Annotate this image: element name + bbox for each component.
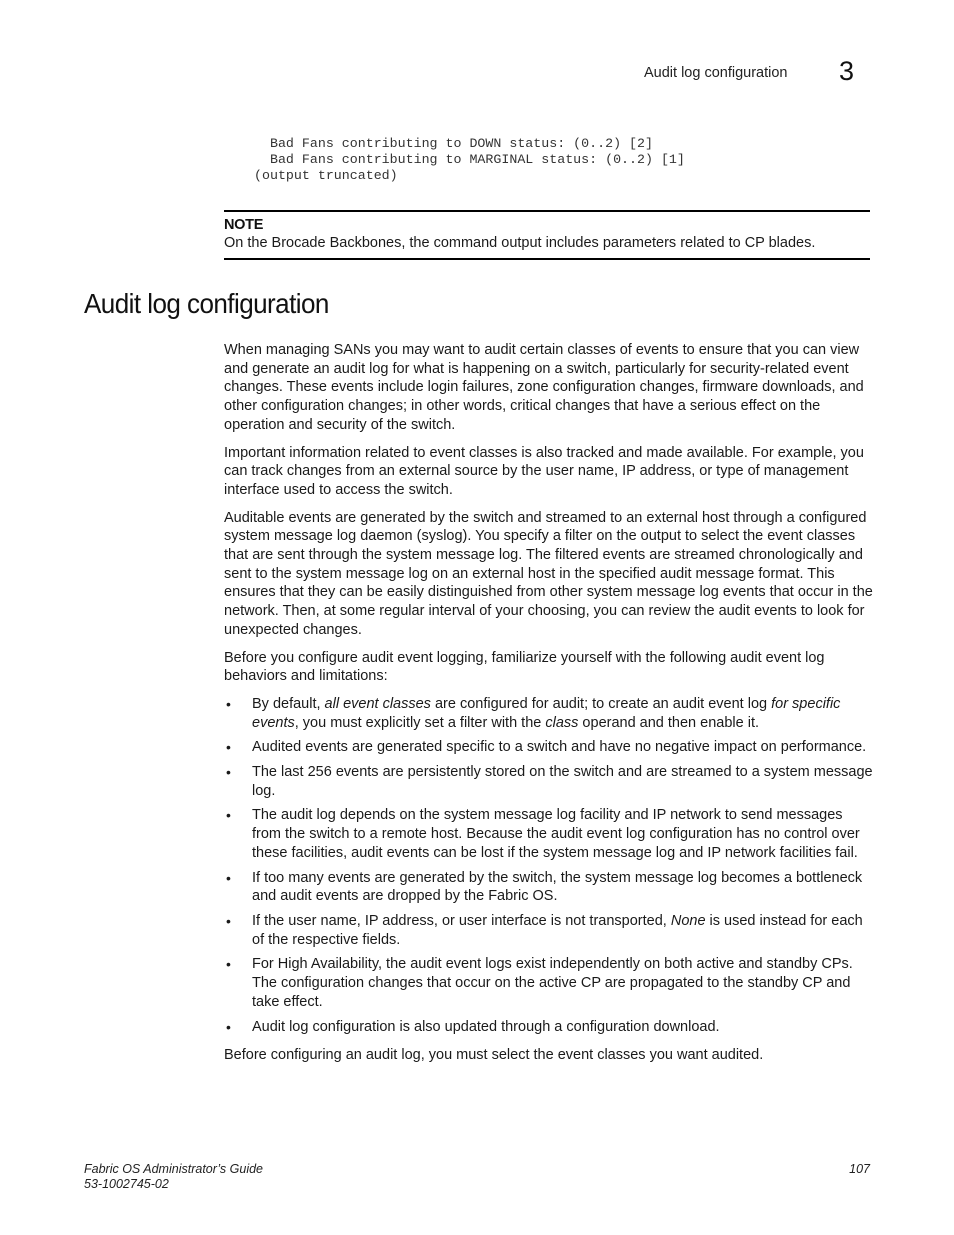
code-line: Bad Fans contributing to MARGINAL status: (0..2) [1] — [254, 152, 685, 167]
chapter-number: 3 — [839, 56, 855, 86]
bullet-item — [224, 955, 874, 1011]
bullet-item — [224, 869, 874, 906]
bullet-text: Audit log configuration is also updated through a configuration download. — [252, 1018, 720, 1035]
bullet-text: Audited events are generated specific to a switch and have no negative impact on performance. — [252, 739, 867, 756]
running-header-title: Audit log configuration — [644, 65, 788, 81]
bullet-dot: • — [226, 807, 231, 824]
bullet-text: By default, — [252, 695, 325, 712]
bullet-item — [224, 763, 874, 800]
bullet-dot: • — [226, 764, 231, 781]
note-label: NOTE — [224, 217, 264, 233]
bullet-dot: • — [226, 1018, 231, 1035]
bullet-item — [224, 1018, 874, 1037]
code-block — [254, 136, 685, 184]
emphasized-text: all event classes — [324, 695, 431, 712]
body-paragraph: Important information related to event classes is also tracked and made available. For example, you can track changes from an external source by the user name, IP address, or type of management interface used to access the switch. — [224, 444, 864, 498]
bullet-item — [224, 806, 874, 862]
closing-paragraph: Before configuring an audit log, you must select the event classes you want audited. — [224, 1047, 764, 1064]
bullet-text: If the user name, IP address, or user interface is not transported, — [252, 912, 671, 929]
bullet-item — [224, 695, 874, 732]
bullet-item — [224, 912, 874, 949]
bullet-item — [224, 738, 874, 757]
page-footer — [84, 1162, 870, 1192]
code-line: (output truncated) — [254, 168, 398, 183]
emphasized-text: class — [545, 714, 579, 731]
bullet-text: operand and then enable it. — [578, 714, 759, 731]
body-paragraph: When managing SANs you may want to audit certain classes of events to ensure that you can view and generate an audit log for what is happening on a switch, particularly for security-related event changes. These events include login failures, zone configuration changes, firmware downloads, and other configuration changes; in other words, critical changes that have a serious effect on the operation and security of the switch. — [224, 342, 864, 433]
body-paragraph: Auditable events are generated by the switch and streamed to an external host through a configured system message log daemon (syslog). You specify a filter on the output to select the event classes that are sent through the system message log. The filtered events are streamed chronologically and sent to the system message log on an external host in the specified audit message format. This ensures that they can be easily distinguished from other system message log events that occur in the network. Then, at some regular interval of your choosing, you can review the audit events to look for unexpected changes. — [224, 509, 873, 638]
emphasized-text: for specific events — [252, 695, 841, 731]
bullet-text: The audit log depends on the system message log facility and IP network to send messages from the switch to a remote host. Because the audit event log configuration has no control over these facilities, audit events can be lost if the system message log and IP network facilities fail. — [252, 807, 860, 861]
bullet-text: For High Availability, the audit event logs exist independently on both active and standby CPs. The configuration changes that occur on the active CP are propagated to the standby CP and take effect. — [252, 956, 853, 1010]
footer-page-number: 107 — [849, 1162, 870, 1176]
bullet-dot: • — [226, 956, 231, 973]
bullet-text: The last 256 events are persistently stored on the switch and are streamed to a system message log. — [252, 764, 873, 799]
footer-guide-title: Fabric OS Administrator’s Guide — [84, 1162, 263, 1176]
section-body — [224, 341, 874, 1074]
bullet-text: are configured for audit; to create an audit event log — [430, 695, 772, 712]
emphasized-text: None — [670, 912, 706, 929]
code-line: Bad Fans contributing to DOWN status: (0..2) [2] — [254, 136, 653, 151]
note-box — [224, 210, 870, 260]
bullet-dot: • — [226, 695, 231, 712]
bullet-dot: • — [226, 912, 231, 929]
section-title: Audit log configuration — [84, 288, 329, 319]
note-text: On the Brocade Backbones, the command output includes parameters related to CP blades. — [224, 235, 816, 251]
running-header — [0, 56, 954, 92]
bullet-list — [224, 695, 874, 1036]
footer-doc-number: 53-1002745-02 — [84, 1177, 169, 1191]
bullet-text: If too many events are generated by the switch, the system message log becomes a bottleneck and audit events are dropped by the Fabric OS. — [252, 869, 863, 905]
bullet-dot: • — [226, 739, 231, 756]
bullet-text: , you must explicitly set a filter with the — [294, 714, 546, 731]
bullet-dot: • — [226, 869, 231, 886]
body-paragraph: Before you configure audit event logging, familiarize yourself with the following audit event log behaviors and limitations: — [224, 649, 825, 685]
bullet-text: is used instead for each of the respective fields. — [252, 912, 863, 948]
